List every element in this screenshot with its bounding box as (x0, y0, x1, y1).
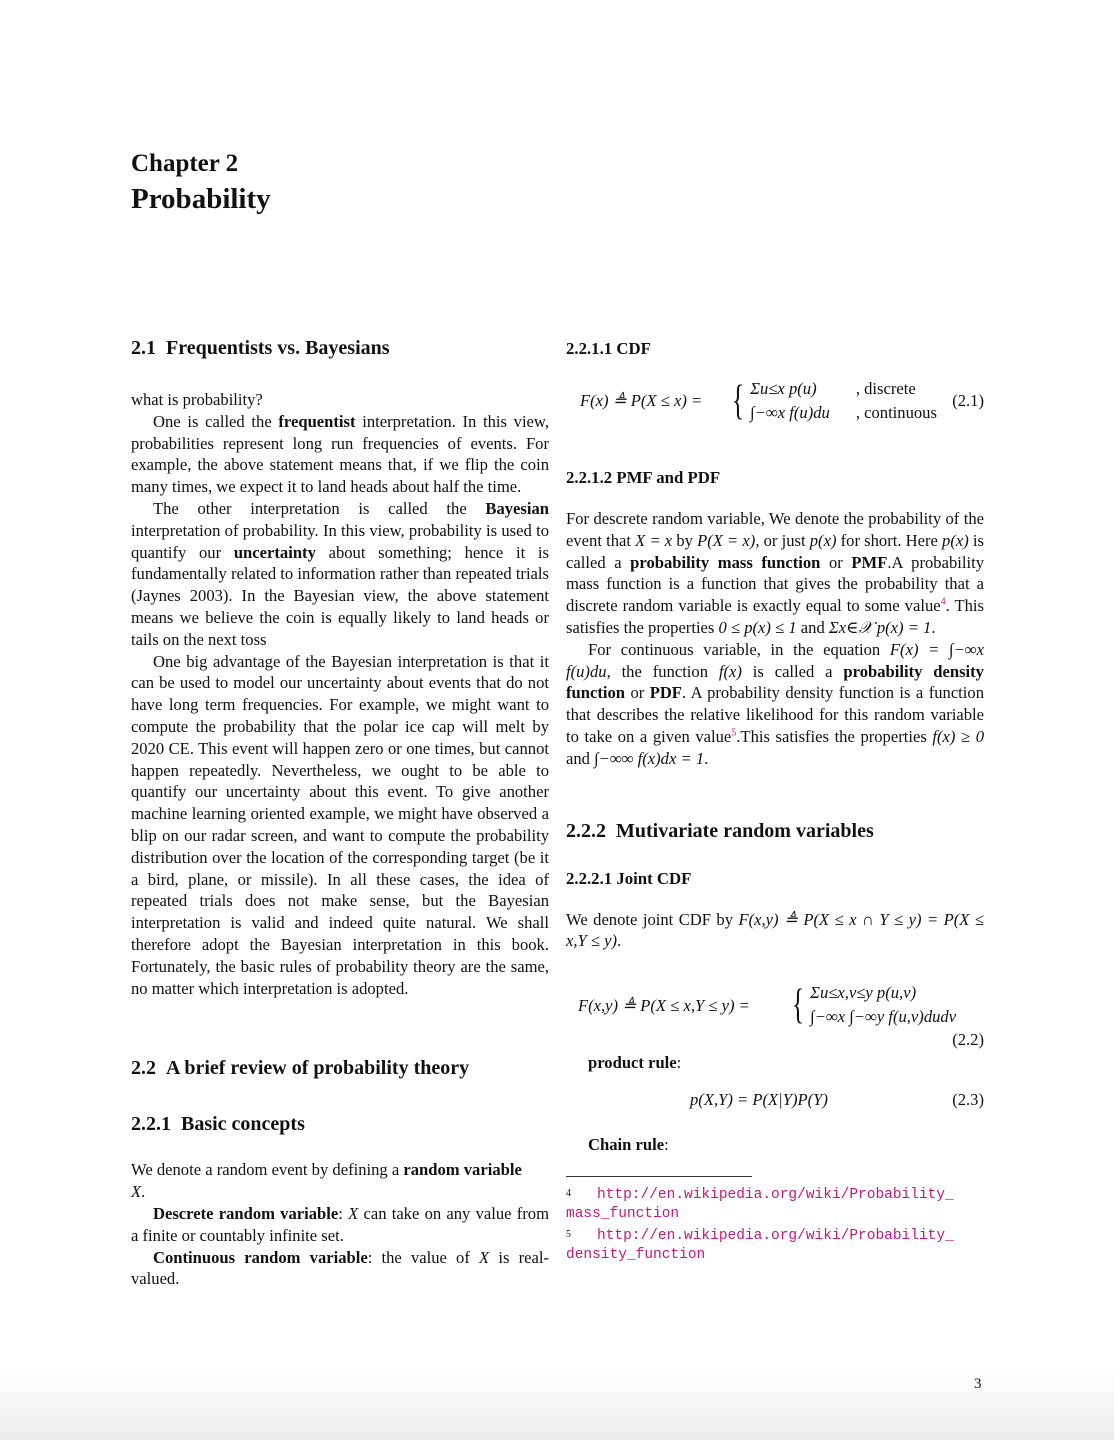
footnote-5: $^5$ http://en.wikipedia.org/wiki/Probability_ density_function (566, 1227, 954, 1263)
intro-text: what is probability? (131, 390, 263, 409)
footnote-5-link[interactable]: http://en.wikipedia.org/wiki/Probability_ density_function (566, 1227, 954, 1263)
page-number: 3 (974, 1376, 982, 1392)
left-column (131, 335, 549, 1290)
chapter-label: Chapter 2 (131, 150, 239, 177)
paragraph-frequentist: One is called the frequentist interpretation. In this view, probabilities represent long run frequencies of events. For example, the above statement means that, if we flip the coin many times, we expect it to land heads about half the time. (131, 411, 549, 497)
paragraph-bayesian: The other interpretation is called the Bayesian interpretation of probability. In this view, probability is used to quantify our uncertainty about something; hence it is fundamentally related to information rather than repeated trials (Jaynes 2003). In the Bayesian view, the above statement means we believe the coin is equally likely to land heads or tails on the next toss (131, 498, 549, 649)
footnote-ref-5: 5 (731, 727, 737, 739)
footnote-divider (566, 1176, 752, 1177)
footnote-4: $^4$ http://en.wikipedia.org/wiki/Probability_ mass_function (566, 1186, 954, 1222)
equation-2-2: F(x,y) ≜ P(X ≤ x,Y ≤ y) = { Σu≤x,v≤y p(u,v) ∫−∞x ∫−∞y f(u,v)dudv (2.2) (578, 982, 984, 1050)
section-2-2-1-2-heading: 2.2.1.2 PMF and PDF (566, 468, 721, 487)
paragraph-pdf: For continuous variable, in the equation F(x) = ∫−∞x f(u)du, the function f(x) is called a probability density function or PDF. A probability density function is a function that describes the relative likelihood for this random variable to take on a given value$^5$.This satisfies the properties f(x) ≥ 0 and ∫−∞∞ f(x)dx = 1. (566, 639, 985, 768)
brace-symbol: { (792, 982, 805, 1029)
paragraph-joint-cdf: We denote joint CDF by F(x,y) ≜ P(X ≤ x ∩ Y ≤ y) = P(X ≤ x,Y ≤ y). (566, 909, 984, 951)
paragraph-discrete: Descrete random variable: X can take on any value from a finite or countably infinite set. (131, 1203, 549, 1245)
right-column (566, 335, 984, 1264)
paragraph-random-variable: We denote a random event by defining a random variable X. (131, 1160, 522, 1202)
section-2-2-1-1-heading: 2.2.1.1 CDF (566, 339, 651, 358)
section-2-2-1-heading: 2.2.1 Basic concepts (131, 1113, 305, 1136)
brace-symbol: { (732, 378, 745, 424)
footnote-ref-4: 4 (940, 596, 946, 608)
footnote-4-link[interactable]: http://en.wikipedia.org/wiki/Probability_ mass_function (566, 1186, 954, 1222)
chapter-title: Probability (131, 183, 271, 215)
paragraph-pmf: For descrete random variable, We denote the probability of the event that X = x by P(X = x), or just p(x) for short. Here p(x) is called a probability mass function or PMF.A probability mass function is a function that gives the probability that a discrete random variable is exactly equal to some value$^4$. This satisfies the properties 0 ≤ p(x) ≤ 1 and Σx∈𝒳 p(x) = 1. (566, 509, 984, 637)
product-rule-label: product rule: (588, 1053, 682, 1073)
equation-2-3: p(X,Y) = P(X|Y)P(Y) (2.3) (690, 1089, 984, 1109)
page-bottom-shadow (0, 1370, 1114, 1440)
section-2-1-heading: 2.1 Frequentists vs. Bayesians (131, 337, 390, 359)
section-2-2-heading: 2.2 A brief review of probability theory (131, 1057, 470, 1080)
paragraph-advantage: One big advantage of the Bayesian interpretation is that it can be used to model our uncertainty about events that do not have long term frequencies. For example, we might want to compute the probability that the polar ice cap will melt by 2020 CE. This event will happen zero or one times, but cannot happen repeatedly. Nevertheless, we ought to be able to quantify our uncertainty about this event. To give another machine learning oriented example, we might have observed a blip on our radar screen, and want to compute the probability distribution over the location of the corresponding target (be it a bird, plane, or missile). In all these cases, the idea of repeated trials does not make sense, but the Bayesian interpretation is valid and indeed quite natural. We shall therefore adopt the Bayesian interpretation in this book. Fortunately, the basic rules of probability theory are the same, no matter which interpretation is adopted. (131, 651, 549, 998)
section-2-2-2-1-heading: 2.2.2.1 Joint CDF (566, 868, 692, 888)
equation-2-1: F(x) ≜ P(X ≤ x) = { Σu≤x p(u) , discrete ∫−∞x f(u)du , continuous (2.1) (580, 378, 984, 424)
chain-rule-label: Chain rule: (588, 1134, 669, 1154)
section-2-2-2-heading: 2.2.2 Mutivariate random variables (566, 819, 874, 842)
paragraph-continuous: Continuous random variable: the value of X is real-valued. (131, 1247, 549, 1289)
